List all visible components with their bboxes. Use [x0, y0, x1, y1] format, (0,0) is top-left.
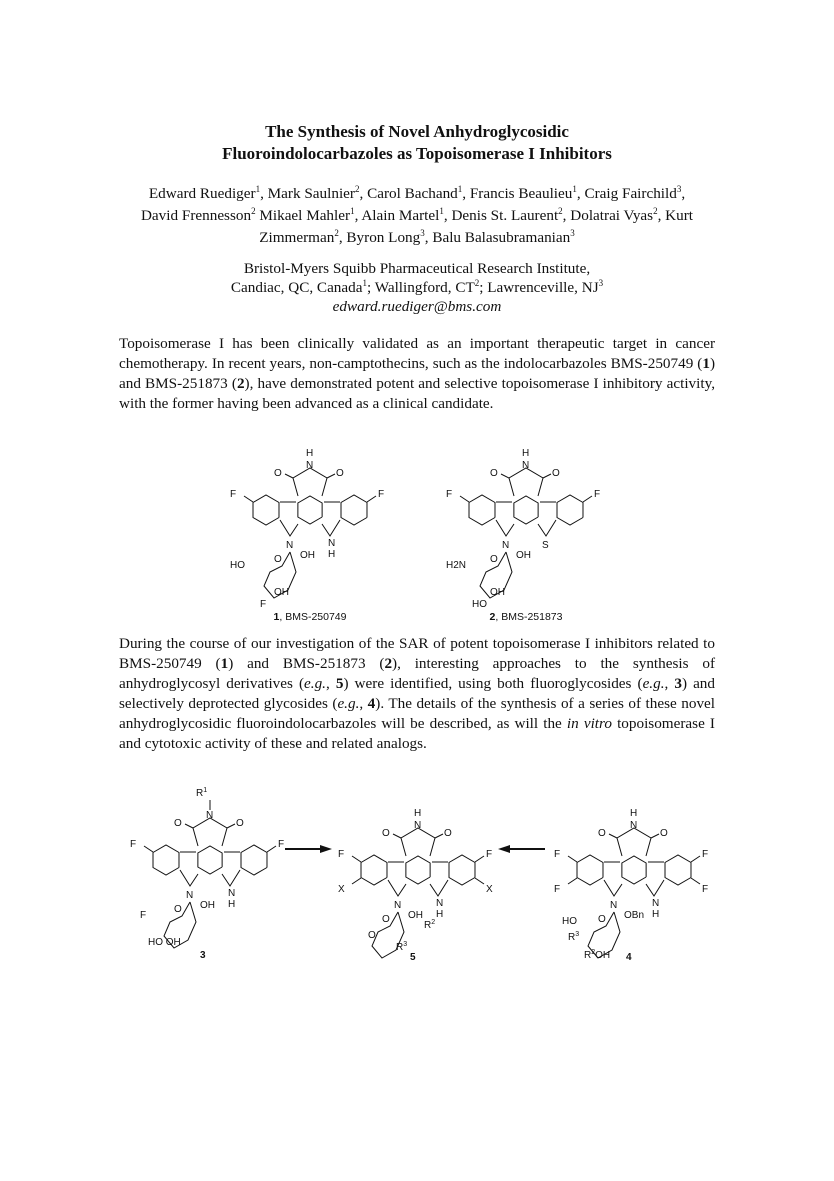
text-span: ,	[664, 675, 675, 692]
bond	[267, 846, 276, 852]
bond	[475, 878, 484, 884]
nitrogen-atom: N	[652, 898, 660, 909]
text-span: ) and selectively deprotected glycosides (	[119, 675, 715, 712]
author: Kurt Zimmerman$^2$	[259, 207, 694, 246]
central-benzene-ring	[622, 856, 646, 884]
hydroxyl-group: OH	[200, 900, 215, 911]
central-benzene-ring	[406, 856, 430, 884]
oxygen-atom: O	[490, 554, 498, 565]
fluorine-atom: F	[446, 489, 453, 500]
text-span: ). The details of the synthesis of a series of these novel anhydroglycosidic fluoroindolocarbazoles will be described, as will the	[119, 695, 716, 732]
affiliation-marker: 2	[251, 206, 256, 216]
author: Craig Fairchild$^3$	[584, 184, 682, 202]
right-ring	[646, 880, 664, 896]
oxygen-atom: O	[174, 904, 182, 915]
carbonyl-bond	[651, 834, 659, 838]
left-pyrrole	[180, 870, 198, 886]
text-span: ), have demonstrated potent and selective topoisomerase I inhibitory activity, with the former having been advanced as a clinical candidate.	[119, 375, 715, 412]
fluorine-atom: F	[278, 839, 285, 850]
compound-label: , BMS-251873	[495, 611, 563, 623]
compound-ref: 3	[674, 675, 682, 692]
author: Mikael Mahler$^1$	[259, 206, 355, 224]
oxygen-atom: O	[382, 914, 390, 925]
left-pyrrole	[604, 880, 622, 896]
r3-substituent: $R^3$	[568, 931, 580, 943]
oxygen-atom: O	[174, 818, 182, 829]
affiliation-marker: 1	[255, 184, 261, 194]
nitrogen-atom: N	[206, 810, 214, 821]
author: Francis Beaulieu$^1$	[469, 184, 577, 202]
italic-span: e.g.	[304, 675, 326, 692]
nitrogen-atom: N	[328, 538, 336, 549]
author: Byron Long$^3$	[346, 228, 425, 246]
reaction-arrow-4-to-5	[498, 845, 545, 853]
compound-number: 3	[200, 950, 206, 961]
author: Balu Balasubramanian$^3$	[432, 228, 575, 246]
amine-group: H2N	[446, 560, 467, 571]
affiliation-marker: 3	[420, 228, 425, 238]
affiliation-marker: 3	[570, 228, 575, 238]
affiliation-marker: 1	[362, 278, 367, 288]
hydroxyl-group: OH	[408, 910, 423, 921]
oxygen-atom: O	[236, 818, 244, 829]
nitrogen-atom: N	[306, 460, 314, 471]
right-ring	[222, 870, 240, 886]
benzyloxy-group: OBn	[624, 910, 645, 921]
hydroxyl-group: OH	[516, 550, 531, 561]
title-line-2: Fluoroindolocarbazoles as Topoisomerase I Inhibitors	[222, 144, 612, 163]
fluorine-atom: F	[130, 839, 137, 850]
oxygen-atom: O	[382, 828, 390, 839]
carbonyl-bond	[435, 834, 443, 838]
text-span: During the course of our investigation of the SAR of potent topoisomerase I inhibitors related to BMS-250749 (	[119, 635, 715, 672]
affiliation-marker: 2	[474, 278, 480, 288]
right-benzene-ring	[241, 845, 267, 875]
r3-substituent: $R^3$	[396, 941, 408, 953]
imide-ring	[617, 828, 651, 856]
x-substituent: X	[338, 884, 345, 895]
nitrogen-atom: N	[630, 820, 638, 831]
italic-span: e.g.	[337, 695, 360, 712]
contact-email: edward.ruediger@bms.com	[332, 298, 502, 315]
bond	[144, 846, 153, 852]
hydrogen-atom: H	[328, 549, 336, 560]
affiliation-marker: 2	[354, 184, 360, 194]
hydrogen-atom: H	[522, 448, 530, 459]
compound-ref: 1	[702, 355, 710, 372]
hydroxyl-group: HO	[472, 599, 487, 610]
author: Alain Martel$^1$	[361, 206, 444, 224]
nitrogen-atom: N	[522, 460, 530, 471]
oxygen-atom: O	[598, 914, 606, 925]
hydrogen-atom: H	[414, 808, 422, 819]
hydroxyl-group: HO	[562, 916, 577, 927]
text-span: Topoisomerase I has been clinically validated as an important therapeutic target in cancer chemotherapy. In recent years, non-camptothecins, such as the indolocarbazoles BMS-250749 (	[119, 335, 715, 372]
affiliation-marker: 1	[572, 184, 577, 194]
hydrogen-atom: H	[306, 448, 314, 459]
fluorine-atom: F	[140, 910, 147, 921]
author: Carol Bachand$^1$	[367, 184, 463, 202]
oxygen-atom: O	[660, 828, 668, 839]
right-benzene-ring	[449, 855, 475, 885]
affiliation-marker: 3	[598, 278, 604, 288]
compound-ref: 1	[220, 655, 229, 672]
author: Dolatrai Vyas$^2$	[570, 206, 658, 224]
fluorine-atom: F	[230, 489, 237, 500]
x-substituent: X	[486, 884, 493, 895]
compound-ref: 5	[335, 675, 344, 692]
author: Denis St. Laurent$^2$	[451, 206, 563, 224]
right-benzene-ring	[665, 855, 691, 885]
nitrogen-atom: N	[610, 900, 618, 911]
fluorine-atom: F	[702, 849, 709, 860]
location: Lawrenceville, $NJ^3$	[487, 278, 604, 296]
structure-compound-5	[338, 808, 493, 963]
hydrogen-atom: H	[630, 808, 638, 819]
carbonyl-bond	[393, 834, 401, 838]
compound-ref: 2	[236, 375, 245, 392]
nitrogen-atom: N	[414, 820, 422, 831]
left-benzene-ring	[153, 845, 179, 875]
affiliation-marker: 1	[439, 206, 444, 216]
fluorine-atom: F	[486, 849, 493, 860]
left-benzene-ring	[577, 855, 603, 885]
bond	[691, 856, 700, 862]
reaction-arrow-3-to-5	[285, 845, 332, 853]
affiliation-marker: 1	[457, 184, 463, 194]
oxygen-atom: O	[274, 468, 282, 479]
hydrogen-atom: H	[652, 909, 660, 920]
left-pyrrole	[388, 880, 406, 896]
text-span: ) and BMS-251873 (	[228, 655, 385, 672]
title-line-1: The Synthesis of Novel Anhydroglycosidic	[265, 122, 569, 141]
text-span: topoisomerase I and cytotoxic activity of these and related analogs.	[119, 715, 715, 752]
fluorine-atom: F	[338, 849, 345, 860]
central-benzene-ring	[198, 846, 222, 874]
carbonyl-bond	[185, 824, 193, 828]
hydroxyl-group: OH	[274, 587, 289, 598]
affiliation-marker: 2	[334, 228, 339, 238]
nitrogen-atom: N	[502, 540, 510, 551]
hydroxyl-group: OH	[490, 587, 505, 598]
affiliation-marker: 2	[653, 206, 658, 216]
text-span: ) and BMS-251873 (	[119, 355, 715, 392]
fluorine-atom: F	[554, 849, 561, 860]
author: David Frennesson$^2$	[140, 206, 256, 224]
bond	[568, 856, 577, 862]
nitrogen-atom: N	[186, 890, 194, 901]
fluorine-atom: F	[260, 599, 267, 610]
compound-ref: 4	[367, 695, 376, 712]
bond	[475, 856, 484, 862]
hydroxyl-group: OH	[300, 550, 315, 561]
text-span: ), interesting approaches to the synthesis of anhydroglycosyl derivatives (	[119, 655, 716, 692]
fluorine-atom: F	[554, 884, 561, 895]
oxygen-atom: O	[598, 828, 606, 839]
structure-compound-4	[554, 808, 708, 963]
oxygen-atom: O	[552, 468, 560, 479]
bond	[352, 856, 361, 862]
hydrogen-atom: H	[228, 899, 236, 910]
compound-label: , BMS-250749	[279, 611, 347, 623]
imide-ring	[401, 828, 435, 856]
bridging-oxygen: O	[368, 930, 376, 941]
affiliation-marker: 1	[350, 206, 355, 216]
compound-number: 2	[489, 611, 496, 623]
compound-number: 4	[626, 952, 632, 963]
oxygen-atom: O	[444, 828, 452, 839]
fluorine-atom: F	[378, 489, 385, 500]
author-list: Edward Ruediger$^1$, Mark Saulnier$^2$, Carol Bachand$^1$, Francis Beaulieu$^1$, Craig Fairchild$^3$, David Frennesson$^2$ Mikael Mahler$^1$, Alain Martel$^1$, Denis St. Laurent$^2$, Dolatrai Vyas$^2$, Kurt Zimmerman$^2$, Byron Long$^3$, Balu Balasubramanian$^3$	[140, 184, 694, 246]
bond	[352, 878, 361, 884]
affiliation-locations: Candiac, QC, Canada$^1$; Wallingford, $CT^2$; Lawrenceville, $NJ^3$	[230, 278, 604, 296]
structure-compound-3	[130, 787, 284, 961]
nitrogen-atom: N	[436, 898, 444, 909]
location: Wallingford, $CT^2$	[374, 278, 480, 296]
author: Edward Ruediger$^1$	[148, 184, 261, 202]
carbonyl-bond	[609, 834, 617, 838]
r1-substituent: $R^1$	[196, 787, 208, 799]
italic-span: e.g.	[642, 675, 665, 692]
author: Mark Saulnier$^2$	[267, 184, 360, 202]
affiliation-marker: 2	[558, 206, 563, 216]
nitrogen-atom: N	[228, 888, 236, 899]
affiliation-marker: 3	[676, 184, 682, 194]
compound-number: 1	[273, 611, 280, 623]
fluorine-atom: F	[594, 489, 601, 500]
oxygen-atom: O	[336, 468, 344, 479]
carbonyl-bond	[227, 824, 235, 828]
hydroxyl-groups: HO OH	[148, 937, 181, 948]
compound-ref: 2	[384, 655, 393, 672]
text-span: ,	[359, 695, 368, 712]
location: Candiac, QC, Canada$^1$	[230, 278, 367, 296]
oxygen-atom: O	[490, 468, 498, 479]
text-span: ) were identified, using both fluoroglycosides (	[343, 675, 643, 692]
right-ring	[430, 880, 448, 896]
left-benzene-ring	[361, 855, 387, 885]
hydroxyl-group: HO	[230, 560, 245, 571]
institute-name: Bristol-Myers Squibb Pharmaceutical Research Institute,	[243, 260, 591, 277]
bond	[568, 878, 577, 884]
compound-number: 5	[410, 952, 416, 963]
italic-span: in vitro	[566, 715, 612, 732]
r2-hydroxyl: $R^2OH$	[584, 949, 611, 961]
imide-ring	[193, 818, 227, 846]
sulfur-atom: S	[542, 540, 549, 551]
fluorine-atom: F	[702, 884, 709, 895]
text-span: ,	[325, 675, 336, 692]
nitrogen-atom: N	[286, 540, 294, 551]
oxygen-atom: O	[274, 554, 282, 565]
hydrogen-atom: H	[436, 909, 444, 920]
bond	[691, 878, 700, 884]
nitrogen-atom: N	[394, 900, 402, 911]
r2-substituent: $R^2$	[424, 919, 436, 931]
